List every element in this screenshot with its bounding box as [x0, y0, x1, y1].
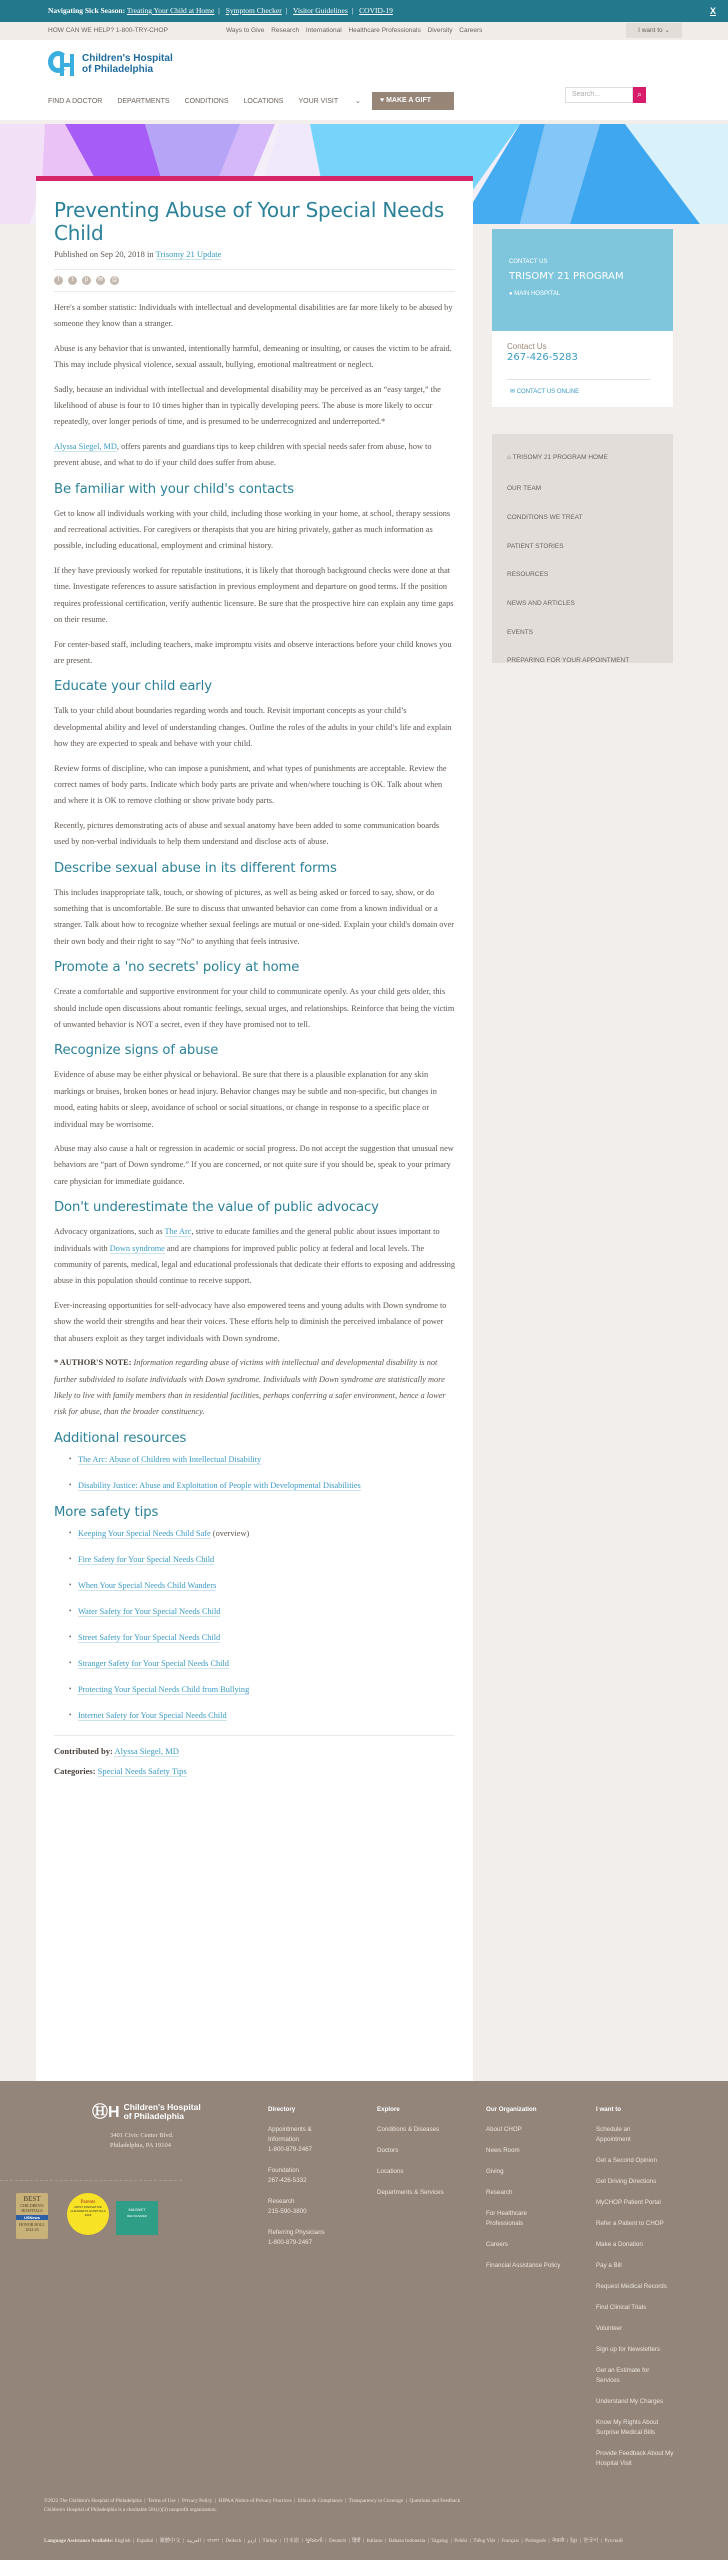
directory-item[interactable]: Referring Physicians 1-800-879-2467	[268, 2229, 325, 2246]
util-link-hcp[interactable]: Healthcare Professionals	[348, 27, 421, 34]
section-paragraph: Abuse may also cause a halt or regression in academic or social progress. Do not accept the suggestion that unusual new behaviors are “part of Down syndrome.” If you are concerned, or not quite sure if you should be, speak to your primary care physician for immediate guidance.	[54, 1144, 454, 1186]
tip-link[interactable]: Street Safety for Your Special Needs Child	[78, 1632, 221, 1642]
twitter-icon[interactable]: t	[68, 276, 77, 285]
tip-link[interactable]: When Your Special Needs Child Wanders	[78, 1580, 217, 1590]
magnet-badge: MAGNET RECOGNIZED	[116, 2201, 158, 2235]
language-link[interactable]: ខ្មែរ	[570, 2538, 578, 2544]
section-paragraph: Ever-increasing opportunities for self-advocacy have also empowered teens and young adults with Down syndrome to show the world their strengths and hear their voices. These efforts help to diminish the perceived imbalance of power that abusers exploit as they target individuals with Down syndrome.	[54, 1300, 447, 1343]
search-icon[interactable]: ⌕	[633, 87, 646, 103]
util-link-give[interactable]: Ways to Give	[226, 27, 265, 34]
section-paragraph: Create a comfortable and supportive environment for your child to communicate openly. As your child gets older, this should include open discussions about romantic feelings, sexual urges, and relationships. Reinforce that being the victim of unwanted behavior is NOT a secret, even if they have promised not to tell.	[54, 987, 455, 1029]
footer-link[interactable]: Departments & Services	[377, 2189, 444, 2196]
down-syndrome-link[interactable]: Down syndrome	[109, 1243, 165, 1253]
phone-number[interactable]: 267-426-5283	[507, 352, 578, 363]
footer-link[interactable]: For Healthcare Professionals	[486, 2210, 527, 2227]
alert-label: Navigating Sick Season:	[48, 6, 126, 15]
contributor-link[interactable]: Alyssa Siegel, MD	[114, 1745, 179, 1756]
language-link[interactable]: Español	[136, 2538, 154, 2544]
legal-link[interactable]: Questions and Feedback	[409, 2498, 461, 2504]
intro-paragraph: Abuse is any behavior that is unwanted, intentionally harmful, demeaning or insulting, or causes the victim to be afraid. This may include physical violence, sexual assault, bullying, emotional maltreatment or neglect.	[54, 343, 452, 370]
footer-link[interactable]: Financial Assistance Policy	[486, 2262, 561, 2269]
page-title: Preventing Abuse of Your Special Needs Child	[54, 198, 445, 245]
language-link[interactable]: नेपाली	[552, 2538, 565, 2544]
home-icon: ⌂	[507, 454, 511, 461]
facebook-icon[interactable]: f	[54, 276, 63, 285]
location[interactable]: ● MAIN HOSPITAL	[509, 291, 561, 297]
print-icon[interactable]: ⎙	[110, 276, 119, 285]
tip-link[interactable]: Water Safety for Your Special Needs Child	[78, 1606, 221, 1616]
legal-link[interactable]: Transparency in Coverage	[348, 2498, 404, 2504]
language-link[interactable]: Polski	[454, 2538, 468, 2544]
tip-link[interactable]: Internet Safety for Your Special Needs Child	[78, 1710, 227, 1720]
language-link[interactable]: 日本語	[283, 2538, 299, 2544]
section-paragraph: Evidence of abuse may be either physical or behavioral. Be sure that there is a plausible explanation for any skin markings or bruises, broken bones or head injury. Behavior changes may be subtle and non-specific, but changes in mood, eating habits or sleep, avoidance of school or social situations, or change in response to a specific place or individual may be worrisome.	[54, 1070, 437, 1129]
language-link[interactable]: 한국어	[583, 2538, 599, 2544]
chop-logo-icon	[48, 50, 76, 78]
section-heading: Be familiar with your child's contacts	[54, 481, 295, 497]
section-heading: Promote a 'no secrets' policy at home	[54, 960, 300, 976]
alert-bar: Navigating Sick Season: Treating Your Child at Home | Symptom Checker | Visitor Guidelines | COVID-19 X	[0, 0, 728, 22]
section-heading: Don't underestimate the value of public advocacy	[54, 1200, 379, 1216]
list-item: • Keeping Your Special Needs Child Safe (overview)	[78, 1527, 455, 1540]
footer-link[interactable]: Sign up for Newsletters	[596, 2346, 660, 2353]
intro-paragraph: Sadly, because an individual with intellectual and developmental disability may be perceived as an “easy target,” the likelihood of abuse is four to 10 times higher than in typically developing peers. The abuse is more likely to occur repeatedly, over longer periods of time, and is presumed to be underrecognized and underreported.*	[54, 384, 441, 427]
intro-paragraph: Here's a somber statistic: Individuals with intellectual and developmental disabilities are far more likely to be abused by someone they know than a stranger.	[54, 303, 453, 329]
footer-link[interactable]: Find Clinical Trials	[596, 2304, 647, 2311]
language-link[interactable]: Français	[501, 2538, 519, 2544]
alert-link-symptom[interactable]: Symptom Checker	[225, 6, 282, 15]
contact-card-header	[492, 229, 673, 331]
copyright: ©2022 The Children's Hospital of Philadelphia	[44, 2498, 142, 2504]
usnews-badge: BEST CHILDREN'S HOSPITALS USNews HONOR ROLL 2022-23	[16, 2193, 48, 2239]
language-link[interactable]: Türkçe	[262, 2538, 278, 2544]
accent-bar	[36, 176, 473, 181]
i-want-to-dropdown[interactable]: I want to ⌄	[626, 23, 682, 38]
footer-link[interactable]: Know My Rights About Surprise Medical Bills	[596, 2419, 659, 2436]
nav-your-visit[interactable]: YOUR VISIT ⌄	[298, 98, 361, 105]
contributed-by: Contributed by: Alyssa Siegel, MD	[54, 1745, 179, 1756]
help-phone[interactable]: HOW CAN WE HELP? 1-800-TRY-CHOP	[48, 27, 168, 34]
language-link[interactable]: العربية	[186, 2538, 201, 2544]
contact-card-body	[492, 331, 673, 407]
section-paragraph: Recently, pictures demonstrating acts of abuse and sexual anatomy have been added to some communication boards used by non-verbal individuals to help them understand and disclose acts of abuse.	[54, 820, 440, 847]
categories: Categories: Special Needs Safety Tips	[54, 1765, 187, 1776]
section-paragraph: For center-based staff, including teachers, make impromptu visits and observe interactions before your child knows you are present.	[54, 639, 452, 665]
list-item	[78, 1453, 455, 1466]
list-item	[78, 1605, 455, 1618]
resource-link[interactable]: The Arc: Abuse of Children with Intellectual Disability	[78, 1454, 262, 1464]
list-item	[78, 1709, 455, 1722]
footer-link[interactable]: Get a Second Opinion	[596, 2157, 657, 2164]
sidebar-item-events[interactable]: EVENTS	[507, 629, 534, 636]
footer-link[interactable]: Volunteer	[596, 2325, 623, 2332]
tip-link[interactable]: Protecting Your Special Needs Child from Bullying	[78, 1684, 250, 1694]
directory-item[interactable]: Appointments & Information 1-800-879-2467	[268, 2126, 313, 2153]
footer-link[interactable]: Pay a Bill	[596, 2262, 622, 2269]
section-paragraph: Advocacy organizations, such as The Arc, strive to educate families and the general public about issues important to individuals with Down syndrome and are champions for improved public policy at federal and local levels. The community of parents, medical, legal and educational professionals that dedicate their efforts to exposing and addressing abuse in this population should continue to receive support.	[54, 1227, 455, 1286]
section-heading: Describe sexual abuse in its different forms	[54, 860, 337, 876]
footer-link[interactable]: Giving	[486, 2168, 504, 2175]
language-link[interactable]: Tagalog	[431, 2538, 449, 2544]
footer-link[interactable]: Understand My Charges	[596, 2398, 664, 2405]
map-pin-icon: ●	[509, 291, 513, 297]
resource-link[interactable]: Disability Justice: Abuse and Exploitation of People with Developmental Disabilities	[78, 1480, 361, 1490]
footer-link[interactable]: About CHOP	[486, 2126, 522, 2133]
list-item	[78, 1683, 455, 1696]
directory-item[interactable]: Foundation 267-426-5332	[268, 2167, 307, 2184]
nonprofit-text: Children's Hospital of Philadelphia is a charitable 501(c)(3) nonprofit organization.	[44, 2507, 217, 2513]
author-note: * AUTHOR'S NOTE: Information regarding abuse of victims with intellectual and developmental disability is not further subdivided to isolate individuals with Down syndrome. Individuals with Down syndrome are statistically more likely to live with family members than in residential facilities, perhaps conferring a safer environment, hence a lower risk for abuse, than the broader constituency.	[54, 1358, 446, 1417]
footer-link[interactable]: Doctors	[377, 2147, 399, 2154]
section-paragraph: Review forms of discipline, who can impose a punishment, and what types of punishments are acceptable. Review the correct names of body parts. Indicate which body parts are private and when/where touching is OK. Talk about when and where it is OK to remove clothing or show private body parts.	[54, 763, 447, 806]
section-paragraph: This includes inappropriate talk, touch, or showing of pictures, as well as being asked or forced to say, show, or do something that is uncomfortable. Be sure to discuss that unwanted behavior can come from a known individual or a stranger. Talk about how to recognize whether sexual feelings are mutual or one-sided. Explain your child's domain over their own body and their right to say “No” to anything that feels intrusive.	[54, 887, 455, 946]
util-link-diversity[interactable]: Diversity	[427, 27, 453, 34]
logo[interactable]: Children's Hospital of Philadelphia	[48, 50, 173, 78]
legal-links: ©2022 The Children's Hospital of Philadelphia | Terms of Use | Privacy Policy | HIPAA Notice of Privacy Practices | Ethics & Compliance | Transparency in Coverage | Questions and Feedback Children's Hospital of Philadelphia is a charitable 501(c)(3) nonprofit organization.	[44, 2498, 461, 2513]
language-link[interactable]: हिंदी	[352, 2538, 361, 2544]
footer-logo[interactable]: ⒽH Children's Hospital of Philadelphia	[92, 2102, 201, 2121]
published-line: Published on Sep 20, 2018 in Trisomy 21 Update	[54, 249, 222, 259]
language-link[interactable]: Tiếng Việt	[473, 2538, 496, 2544]
author-link[interactable]: Alyssa Siegel, MD	[54, 441, 117, 451]
footer-directory: Directory Appointments & Information 1-800-879-2467 Foundation 267-426-5332 Research 215-590-3800 Referring Physicians 1-800-879-2467	[268, 2105, 328, 2259]
util-link-research[interactable]: Research	[271, 27, 300, 34]
section-paragraph: Get to know all individuals working with your child, including those working in your home, at school, therapy sessions and recreational activities. For caregivers or therapists that you are hiring privately, gather as much information as possible, including educational, employment and criminal history.	[54, 508, 451, 551]
sidebar-item-home[interactable]: ⌂ TRISOMY 21 PROGRAM HOME	[507, 454, 608, 461]
resources-list	[54, 1453, 455, 1492]
tip-link[interactable]: Keeping Your Special Needs Child Safe	[78, 1528, 211, 1538]
language-link[interactable]: Deitsch	[225, 2538, 242, 2544]
legal-link[interactable]: HIPAA Notice of Privacy Practices	[218, 2498, 292, 2504]
footer-link[interactable]: Request Medical Records	[596, 2283, 667, 2290]
envelope-icon: ✉	[510, 389, 516, 395]
sidebar-item-news[interactable]: NEWS AND ARTICLES	[507, 600, 575, 607]
footer-i-want-to: I want to Schedule an Appointment Get a Second Opinion Get Driving Directions MyCHOP Patient Portal Refer a Patient to CHOP Make a Donation Pay a Bill Request Medical Records Find Clinical Trials Volunteer Sign up for Newsletters Get an Estimate for Services Understand My Charges Know My Rights About Surprise Medical Bills Provide Feedback About My Hospital Visit	[596, 2105, 686, 2480]
contact-us-label: Contact Us	[507, 342, 547, 351]
directory-item[interactable]: Research 215-590-3800	[268, 2198, 307, 2215]
footer-link[interactable]: Careers	[486, 2241, 509, 2248]
parents-badge: Parents MOST INNOVATIVE CHILDREN'S HOSPITALS 2018	[67, 2193, 109, 2235]
footer-link[interactable]: Schedule an Appointment	[596, 2126, 631, 2143]
list-item	[78, 1579, 455, 1592]
categories-link[interactable]: Special Needs Safety Tips	[97, 1765, 187, 1776]
the-arc-link[interactable]: The Arc	[164, 1227, 192, 1237]
footer-explore: Explore Conditions & Diseases Doctors Locations Departments & Services	[377, 2106, 444, 2196]
alert-link-covid[interactable]: COVID-19	[359, 6, 393, 15]
language-link[interactable]: 繁體中文	[159, 2538, 181, 2544]
sidebar-item-team[interactable]: OUR TEAM	[507, 485, 542, 492]
site-footer	[0, 2081, 728, 2560]
list-item	[78, 1631, 455, 1644]
sidebar-item-conditions[interactable]: CONDITIONS WE TREAT	[507, 514, 583, 521]
sidebar-item-resources[interactable]: RESOURCES	[507, 571, 549, 578]
util-link-international[interactable]: International	[305, 27, 342, 34]
legal-link[interactable]: Terms of Use	[147, 2498, 176, 2504]
nav-locations[interactable]: LOCATIONS	[243, 97, 284, 105]
util-link-careers[interactable]: Careers	[459, 27, 483, 34]
site-header	[0, 40, 728, 120]
sidebar-item-stories[interactable]: PATIENT STORIES	[507, 543, 564, 550]
language-link[interactable]: Deutsch	[329, 2538, 347, 2544]
tip-link[interactable]: Stranger Safety for Your Special Needs Child	[78, 1658, 229, 1668]
email-icon[interactable]: ✉	[97, 277, 104, 283]
close-icon[interactable]: X	[709, 6, 716, 16]
footer-organization: Our Organization About CHOP News Room Giving Research For Healthcare Professionals Careers Financial Assistance Policy	[486, 2106, 561, 2269]
language-assistance: Language Assistance Available: English | Español | 繁體中文 | العربية | বাংলা | Deitsch | اردو | Türkçe | 日本語 | ગુજરાતી | Deutsch | हिंदी | Italiano | Bahasa Indonesia | Tagalog | Polski | Tiếng Việt | Français | Português | नेपाली | ខ្មែរ | 한국어 | Русский	[44, 2538, 623, 2544]
footer-link[interactable]: News Room	[486, 2147, 520, 2154]
footer-link[interactable]: Provide Feedback About My Hospital Visit	[596, 2450, 674, 2467]
footer-link[interactable]: Conditions & Diseases	[377, 2126, 440, 2133]
nav-find-doctor[interactable]: FIND A DOCTOR	[48, 97, 103, 105]
language-link[interactable]: বাংলা	[207, 2538, 220, 2544]
sidebar-item-appointment[interactable]: PREPARING FOR YOUR APPOINTMENT	[507, 657, 630, 664]
sidebar-nav	[492, 434, 673, 663]
section-paragraph: Talk to your child about boundaries regarding words and touch. Revisit important concepts as your child’s developmental ability and level of understanding changes. Outline the roles of the adults in your child’s life and explain how they are expected to speak and behave with your child.	[54, 706, 452, 749]
section-heading: Educate your child early	[54, 679, 212, 695]
section-heading: Recognize signs of abuse	[54, 1043, 219, 1059]
chop-logo-icon: ⒽH	[92, 2103, 120, 2121]
tips-heading: More safety tips	[54, 1504, 159, 1520]
footer-link[interactable]: Refer a Patient to CHOP	[596, 2220, 664, 2227]
legal-link[interactable]: Privacy Policy	[181, 2498, 213, 2504]
footer-link[interactable]: Make a Donation	[596, 2241, 643, 2248]
alert-link-visitor[interactable]: Visitor Guidelines	[293, 6, 348, 15]
footer-link[interactable]: Locations	[377, 2168, 404, 2175]
chevron-down-icon: ⌄	[664, 27, 670, 34]
share-bar	[54, 276, 455, 285]
search-input[interactable]: Search...	[565, 87, 633, 103]
utility-bar	[0, 22, 728, 40]
section-paragraph: If they have previously worked for reputable institutions, it is likely that thorough background checks were done at that time. Investigate references to assure satisfaction in previous employment and departure on good terms. If the position requires professional certification, verify authentic licensure. Be sure that the prospective hire can explain any time gaps on their resume.	[54, 565, 454, 625]
language-link[interactable]: English	[114, 2538, 131, 2544]
contact-label: CONTACT US	[509, 259, 548, 265]
list-item	[78, 1479, 455, 1492]
alert-link-treating[interactable]: Treating Your Child at Home	[126, 6, 215, 15]
contact-online-link[interactable]: ✉ CONTACT US ONLINE	[510, 389, 580, 395]
footer-link[interactable]: Get Driving Directions	[596, 2178, 657, 2185]
language-link[interactable]: ગુજરાતી	[305, 2538, 323, 2544]
language-link[interactable]: Bahasa Indonesia	[388, 2538, 426, 2544]
footer-link[interactable]: Get an Estimate for Services	[596, 2367, 650, 2384]
footer-link[interactable]: Research	[486, 2189, 513, 2196]
category-link[interactable]: Trisomy 21 Update	[155, 249, 222, 259]
author-paragraph: Alyssa Siegel, MD, offers parents and guardians tips to keep children with special needs safer from abuse, how to prevent abuse, and what to do if your child does suffer from abuse.	[54, 441, 432, 468]
main-nav	[48, 92, 469, 110]
tip-link[interactable]: Fire Safety for Your Special Needs Child	[78, 1554, 215, 1564]
list-item	[78, 1657, 455, 1670]
list-item	[78, 1553, 455, 1566]
tips-list	[54, 1527, 455, 1722]
nav-departments[interactable]: DEPARTMENTS	[117, 97, 170, 105]
make-gift-button[interactable]: ♥ MAKE A GIFT	[372, 92, 454, 110]
legal-link[interactable]: Ethics & Compliance	[297, 2498, 343, 2504]
article-card	[36, 176, 473, 2081]
pinterest-icon[interactable]: p	[82, 276, 91, 285]
address: 3401 Civic Center Blvd. Philadelphia, PA 19104	[110, 2132, 174, 2149]
language-link[interactable]: Português	[525, 2538, 546, 2544]
language-link[interactable]: Русский	[604, 2538, 623, 2544]
footer-link[interactable]: MyCHOP Patient Portal	[596, 2199, 661, 2206]
program-title[interactable]: TRISOMY 21 PROGRAM	[509, 271, 624, 282]
resources-heading: Additional resources	[54, 1430, 187, 1446]
language-link[interactable]: Italiano	[366, 2538, 383, 2544]
language-link[interactable]: اردو	[247, 2538, 257, 2544]
nav-conditions[interactable]: CONDITIONS	[184, 97, 229, 105]
